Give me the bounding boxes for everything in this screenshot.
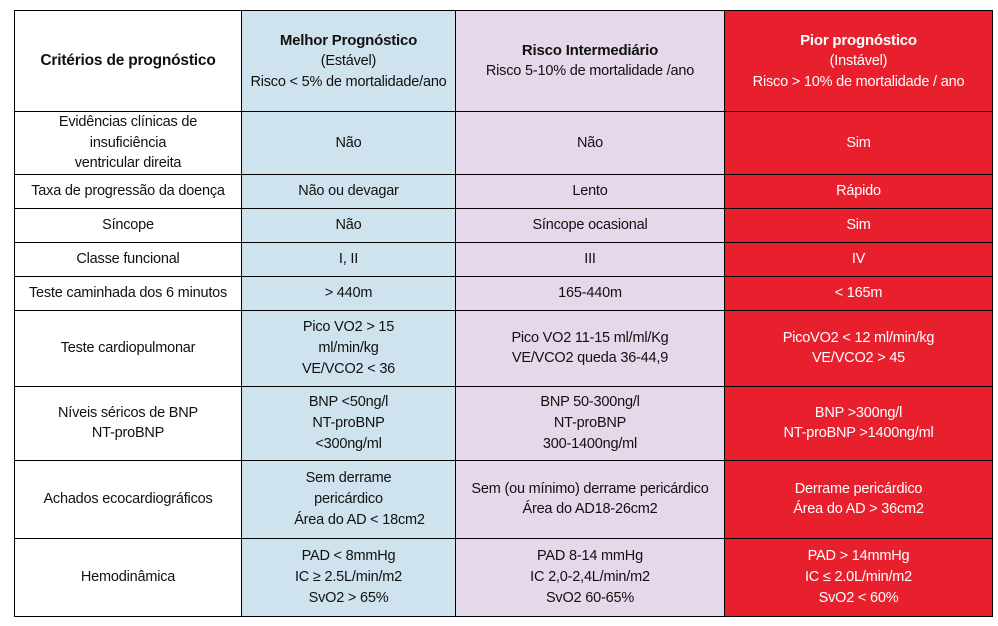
mid-cell: [456, 242, 725, 276]
cell-line: NT-proBNP >1400ng/ml: [783, 425, 934, 442]
cell-line: BNP 50-300ng/l: [540, 394, 640, 411]
best-cell: [242, 386, 456, 460]
cell-line: BNP <50ng/l: [308, 394, 389, 411]
cell-line: PAD < 8mmHg: [301, 548, 396, 565]
worst-cell: [725, 386, 993, 460]
best-cell: [242, 538, 456, 616]
cell-line: Sim: [846, 216, 871, 233]
mid-title: Risco Intermediário: [521, 42, 659, 60]
criteria-line: Evidências clínicas de insuficiência: [58, 114, 198, 151]
cell-line: NT-proBNP: [312, 414, 385, 431]
cell-line: Derrame pericárdico: [794, 480, 923, 497]
cell-line: Lento: [572, 182, 608, 199]
cell-line: Pico VO2 > 15: [302, 319, 395, 336]
criteria-line: Teste cardiopulmonar: [60, 339, 196, 356]
worst-cell: [725, 242, 993, 276]
criteria-line: ventricular direita: [74, 155, 182, 172]
cell-line: SvO2 > 65%: [308, 589, 389, 606]
worst-title: Pior prognóstico: [800, 31, 917, 49]
cell-line: Área do AD > 36cm2: [793, 501, 924, 518]
cell-line: IC ≤ 2.0L/min/m2: [804, 568, 913, 585]
criteria-header-text: Critérios de prognóstico: [40, 52, 216, 69]
cell-line: IV: [851, 250, 866, 267]
criteria-cell: [15, 310, 242, 386]
worst-subtitle: (Instável): [829, 53, 888, 70]
best-subtitle: (Estável): [320, 53, 377, 70]
cell-line: Área do AD < 18cm2: [294, 511, 425, 528]
mid-cell: [456, 276, 725, 310]
best-cell: [242, 174, 456, 208]
cell-line: PAD > 14mmHg: [807, 548, 910, 565]
best-cell: [242, 242, 456, 276]
mid-cell: [456, 112, 725, 175]
cell-line: III: [584, 250, 596, 267]
cell-line: VE/VCO2 < 36: [301, 360, 396, 377]
worst-risk: Risco > 10% de mortalidade / ano: [752, 73, 965, 90]
cell-line: Área do AD18-26cm2: [522, 501, 658, 518]
best-cell: [242, 208, 456, 242]
criteria-cell: [15, 174, 242, 208]
criteria-cell: [15, 242, 242, 276]
mid-risk: Risco 5-10% de mortalidade /ano: [485, 63, 695, 80]
mid-cell: [456, 310, 725, 386]
best-cell: [242, 112, 456, 175]
worst-cell: [725, 310, 993, 386]
best-cell: [242, 460, 456, 538]
cell-line: NT-proBNP: [553, 414, 627, 431]
criteria-line: Teste caminhada dos 6 minutos: [28, 284, 228, 301]
cell-line: Não: [577, 134, 603, 151]
best-prognosis-header: [242, 11, 456, 112]
cell-line: VE/VCO2 > 45: [811, 350, 906, 367]
cell-line: PicoVO2 < 12 ml/min/kg: [782, 329, 935, 346]
cell-line: IC ≥ 2.5L/min/m2: [294, 568, 403, 585]
criteria-line: Classe funcional: [76, 250, 180, 267]
table-row: [15, 460, 993, 538]
cell-line: 165-440m: [558, 284, 622, 301]
criteria-line: Hemodinâmica: [80, 568, 176, 585]
criteria-cell: [15, 208, 242, 242]
criteria-line: Níveis séricos de BNP: [57, 404, 199, 421]
cell-line: Não: [335, 134, 362, 151]
best-cell: [242, 276, 456, 310]
mid-cell: [456, 208, 725, 242]
cell-line: Não: [335, 216, 362, 233]
cell-line: I, II: [338, 250, 359, 267]
criteria-line: NT-proBNP: [91, 425, 165, 442]
criteria-header: [15, 11, 242, 112]
table-row: [15, 276, 993, 310]
criteria-cell: [15, 386, 242, 460]
header-row: [15, 11, 993, 112]
cell-line: Não ou devagar: [298, 182, 399, 199]
table-row: [15, 386, 993, 460]
cell-line: Síncope ocasional: [532, 216, 648, 233]
criteria-line: Taxa de progressão da doença: [31, 182, 225, 199]
table-row: [15, 310, 993, 386]
mid-cell: [456, 460, 725, 538]
cell-line: SvO2 < 60%: [818, 589, 899, 606]
table-row: [15, 112, 993, 175]
table-row: [15, 174, 993, 208]
cell-line: Pico VO2 11-15 ml/ml/Kg: [511, 329, 669, 346]
best-cell: [242, 310, 456, 386]
cell-line: Sem (ou mínimo) derrame pericárdico: [471, 480, 709, 497]
cell-line: Rápido: [836, 182, 881, 199]
criteria-cell: [15, 112, 242, 175]
table-row: [15, 208, 993, 242]
cell-line: PAD 8-14 mmHg: [537, 548, 643, 565]
worst-cell: [725, 112, 993, 175]
criteria-line: Síncope: [102, 216, 154, 233]
worst-cell: [725, 174, 993, 208]
best-risk: Risco < 5% de mortalidade/ano: [250, 73, 447, 90]
worst-prognosis-header: [725, 11, 993, 112]
cell-line: Sem derrame: [305, 470, 392, 487]
table-row: [15, 538, 993, 616]
criteria-cell: [15, 460, 242, 538]
worst-cell: [725, 460, 993, 538]
cell-line: < 165m: [834, 284, 883, 301]
worst-cell: [725, 276, 993, 310]
intermediate-risk-header: [456, 11, 725, 112]
prognosis-table: [14, 10, 993, 617]
mid-cell: [456, 538, 725, 616]
worst-cell: [725, 538, 993, 616]
cell-line: ml/min/kg: [318, 339, 379, 356]
mid-cell: [456, 386, 725, 460]
criteria-cell: [15, 538, 242, 616]
best-title: Melhor Prognóstico: [279, 31, 418, 49]
cell-line: Sim: [846, 134, 871, 151]
cell-line: > 440m: [324, 284, 373, 301]
worst-cell: [725, 208, 993, 242]
table-row: [15, 242, 993, 276]
cell-line: VE/VCO2 queda 36-44,9: [511, 350, 669, 367]
cell-line: IC 2,0-2,4L/min/m2: [530, 568, 650, 585]
cell-line: 300-1400ng/ml: [542, 435, 638, 452]
cell-line: SvO2 60-65%: [545, 589, 635, 606]
cell-line: <300ng/ml: [315, 435, 382, 452]
cell-line: pericárdico: [314, 490, 383, 507]
criteria-cell: [15, 276, 242, 310]
criteria-line: Achados ecocardiográficos: [43, 490, 213, 507]
cell-line: BNP >300ng/l: [814, 404, 903, 421]
mid-cell: [456, 174, 725, 208]
